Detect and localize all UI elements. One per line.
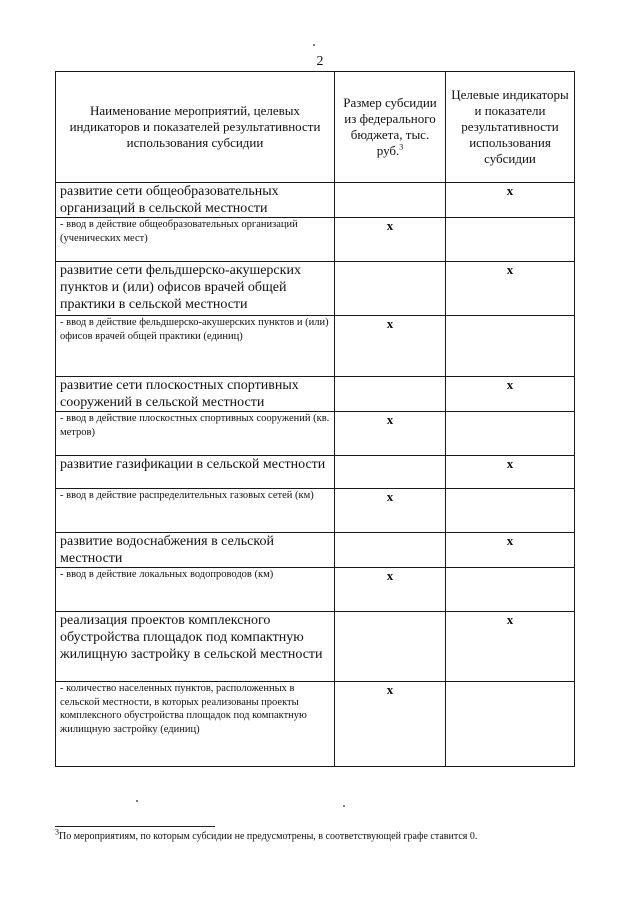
row-indicator-mark <box>446 218 575 262</box>
row-indicator-mark: x <box>446 533 575 568</box>
footnote-text: По мероприятиям, по которым субсидии не предусмотрены, в соответствующей графе ставится 0. <box>59 831 478 842</box>
table-row <box>56 412 575 456</box>
row-indicator-mark <box>446 489 575 533</box>
row-subsidy-mark <box>335 456 446 489</box>
row-subsidy-mark: x <box>335 568 446 612</box>
row-subsidy-mark: x <box>335 316 446 377</box>
row-indicator-mark <box>446 316 575 377</box>
row-text: - ввод в действие общеобразовательных организаций (ученических мест) <box>56 218 335 262</box>
row-indicator-mark <box>446 568 575 612</box>
row-subsidy-mark <box>335 612 446 682</box>
scan-speck <box>136 800 138 802</box>
table-row <box>56 218 575 262</box>
table-row <box>56 489 575 533</box>
table-row <box>56 183 575 218</box>
row-text: развитие водоснабжения в сельской местности <box>56 533 335 568</box>
table-row <box>56 377 575 412</box>
row-indicator-mark <box>446 412 575 456</box>
row-indicator-mark: x <box>446 377 575 412</box>
table-row <box>56 612 575 682</box>
page-number: 2 <box>316 54 324 69</box>
table-row <box>56 262 575 316</box>
row-text: - ввод в действие распределительных газовых сетей (км) <box>56 489 335 533</box>
header-name: Наименование мероприятий, целевых индикаторов и показателей результативности использования субсидии <box>56 72 335 183</box>
table-row <box>56 682 575 767</box>
footnote <box>55 827 478 843</box>
table-row <box>56 568 575 612</box>
header-indicators: Целевые индикаторы и показатели результативности использования субсидии <box>446 72 575 183</box>
row-text: - ввод в действие локальных водопроводов (км) <box>56 568 335 612</box>
table-row <box>56 316 575 377</box>
row-indicator-mark: x <box>446 183 575 218</box>
row-subsidy-mark <box>335 533 446 568</box>
row-text: развитие сети общеобразовательных организаций в сельской местности <box>56 183 335 218</box>
row-indicator-mark <box>446 682 575 767</box>
header-subsidy <box>335 72 446 183</box>
row-subsidy-mark: x <box>335 682 446 767</box>
row-text: развитие сети плоскостных спортивных сооружений в сельской местности <box>56 377 335 412</box>
row-subsidy-mark <box>335 377 446 412</box>
row-indicator-mark: x <box>446 456 575 489</box>
row-text: - ввод в действие плоскостных спортивных сооружений (кв. метров) <box>56 412 335 456</box>
footnote-marker: 3 <box>55 827 59 837</box>
subsidy-indicators-table <box>55 71 575 767</box>
row-text: - ввод в действие фельдшерско-акушерских пунктов и (или) офисов врачей общей практики (единиц) <box>56 316 335 377</box>
row-subsidy-mark: x <box>335 489 446 533</box>
row-subsidy-mark <box>335 262 446 316</box>
row-text: развитие газификации в сельской местности <box>56 456 335 489</box>
header-subsidy-footnote: 3 <box>399 142 404 152</box>
header-subsidy-text: Размер субсидии из федерального бюджета, тыс. руб. <box>343 95 437 158</box>
table-header-row <box>56 72 575 183</box>
row-indicator-mark: x <box>446 262 575 316</box>
table-row <box>56 456 575 489</box>
row-text: развитие сети фельдшерско-акушерских пунктов и (или) офисов врачей общей практики в сельской местности <box>56 262 335 316</box>
row-text: реализация проектов комплексного обустройства площадок под компактную жилищную застройку в сельской местности <box>56 612 335 682</box>
scan-speck <box>343 805 345 807</box>
footnote-rule <box>55 826 215 827</box>
row-indicator-mark: x <box>446 612 575 682</box>
scan-speck <box>313 44 315 46</box>
row-subsidy-mark: x <box>335 218 446 262</box>
row-subsidy-mark: x <box>335 412 446 456</box>
row-text: - количество населенных пунктов, расположенных в сельской местности, в которых реализованы проекты комплексного обустройства площадок под компактную жилищную застройку (единиц) <box>56 682 335 767</box>
table-row <box>56 533 575 568</box>
row-subsidy-mark <box>335 183 446 218</box>
